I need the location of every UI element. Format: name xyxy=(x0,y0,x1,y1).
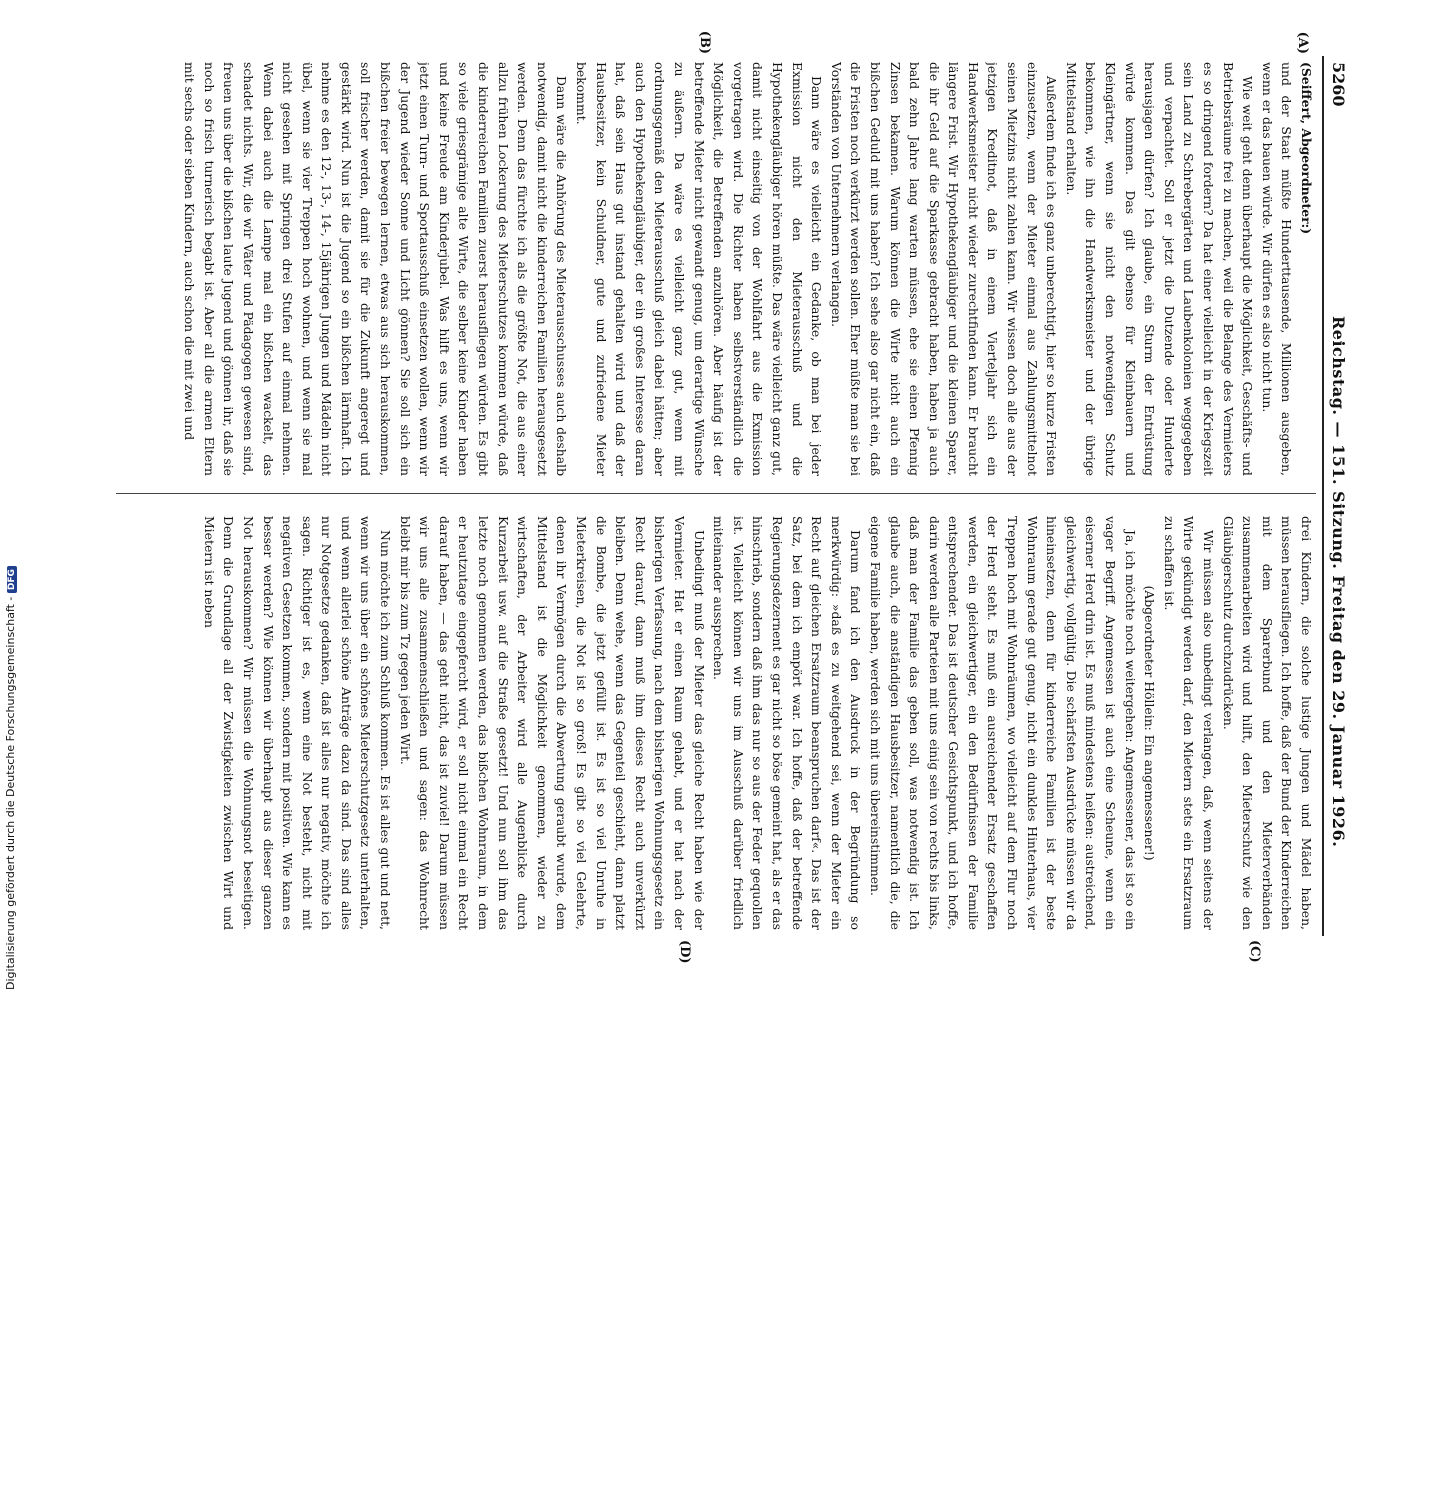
paragraph: und der Staat müßte Hunderttausende, Millionen ausgeben, wenn er das bauen würde. Wir dürfen es also nicht tun. xyxy=(1259,62,1295,476)
paragraph: Ja, ich möchte noch weitergehen: Angemessener, das ist so ein vager Begriff. Angemessen ist auch eine Scheune, wenn ein eiserner Herd drin ist. Es muß mindestens heißen: austreichend, gleichwertig, vollgültig. Die schärfsten Ausdrücke müssen wir da hineinsetzen, denn für kinderreiche Familien ist der beste Wohnraum gerade gut genug, nicht ein dunkles Hinterhaus, vier Treppen hoch mit Wohnräumen, wo vielleicht auf dem Flur noch der Herd steht. Es muß ein ausreichender Ersatz geschaffen werden, ein gleichwertiger, ein den Bedürfnissen der Familie entsprechender. Das ist deutscher Gesichtspunkt, und ich hoffe, darin werden alle Parteien mit uns einig sein von rechts bis links, daß man der Familie das geben soll, was notwendig ist. Ich glaube auch, die anständigen Hausbesitzer, namentlich die, die eigene Familie haben, werden sich mit uns übereinstimmen. xyxy=(867,516,1138,930)
credit-text: Digitalisierung gefördert durch die Deutsche Forschungsgemeinschaft - xyxy=(4,596,17,990)
page-number: 5260 xyxy=(1329,62,1348,107)
paragraph: Wie weit geht denn überhaupt die Möglichkeit, Geschäfts- und Betriebsräume frei zu machen, weil die Belange des Vermieters es so dringend fordern? Da hat einer vielleicht in der Kriegszeit sein Land zu Schrebergärten und Laubenkolonien weggegeben und verpachtet. Soll er jetzt die Dutzende oder Hunderte herausjagen dürfen? Ich glaube, ein Sturm der Entrüstung würde kommen. Das gilt ebenso für Kleinbauern und Kleingärtner, wenn sie nicht den notwendigen Schutz bekommen, wie ihn die Handwerksmeister und der übrige Mittelstand erhalten. xyxy=(1063,62,1256,476)
paragraph: Dann wäre die Anhörung des Mieterausschusses auch deshalb notwendig, damit nicht die kinderreichen Familien herausgesetzt werden. Denn das fürchte ich als die größte Not, die aus einer allzu frühen Lockerung des Mieterschutzes kommen würde, daß die kinderreichen Familien zuerst herausfliegen würden. Es gibt so viele griesgrämige alte Wirte, die selber keine Kinder haben und keine Freude am Kinderjubel. Was hilft es uns, wenn wir jetzt einen Turn- und Sportausschuß einsetzen wollen, wenn wir der Jugend wieder Sonne und Licht gönnen? Sie soll sich ein bißchen freier bewegen lernen, etwas aus sich herauskommen, soll frischer werden, damit sie für die Zukunft angeregt und gestärkt wird. Nun ist die Jugend so ein bißchen lärmhaft. Ich nehme es den 12-, 13-, 14-, 15jährigen Jungen und Mädeln nicht übel, wenn sie vier Treppen hoch wohnen, und wenn sie mal nicht gesehen mit Springen drei Stufen auf einmal nehmen. Wenn dabei auch die Lampe mal ein bißchen wackelt, das schadet nichts. Wir, die wir Väter und Pädagogen gewesen sind, freuen uns über die bißchen laute Jugend und gönnen ihr, daß sie noch so frisch turnerisch begabt ist. Aber all die armen Eltern mit sechs oder sieben Kindern, auch schon die mit zwei und xyxy=(182,62,570,476)
paragraph: Wir müssen also unbedingt verlangen, daß, wenn seitens der Wirte gekündigt werden darf, den Mietern stets ein Ersatzraum zu schaffen ist. xyxy=(1161,516,1217,930)
right-column xyxy=(106,516,1316,930)
page-header xyxy=(1322,56,1352,936)
paragraph: Dann wäre es vielleicht ein Gedanke, ob man bei jeder Exmission nicht den Mieterausschuß und die Hypothekengläubiger hören müßte. Das wäre vielleicht ganz gut, damit nicht einseitig von der Wohlfahrt aus die Exmission vorgetragen wird. Die Richter haben selbstverständlich die Möglichkeit, die Betreffenden anzuhören. Aber häufig ist der betreffende Mieter nicht gewandt genug, um derartige Wünsche zu äußern. Da wäre es vielleicht ganz gut, wenn mit ordnungsgemäß den Mieterausschuß gleich dabei hätten; aber auch den Hypothekengläubiger, der ein großes Interesse daran hat, daß sein Haus gut instand gehalten wird und daß der Hausbesitzer, kein Schuldner, gute und zufriedene Mieter bekommt. xyxy=(574,62,825,476)
page-content xyxy=(92,30,1352,964)
digitization-credit-strip xyxy=(0,0,22,1000)
margin-marker-c: (C) xyxy=(1247,940,1262,963)
paragraph: Außerdem finde ich es ganz unberechtigt, hier so kurze Fristen einzusetzen, wenn der Mieter einmal aus Zahlungsmittelnot seinen Mietzins nicht zahlen kann. Wir wissen doch alle aus der jetzigen Kreditnot, daß in einem Vierteljahr sich ein Handwerksmeister nicht wieder zurechtfinden kann. Er braucht längere Frist. Wir Hypothekengläubiger und die kleinen Sparer, die ihr Geld auf die Sparkasse gebracht haben, haben ja auch bald zehn Jahre lang warten müssen, ehe sie einen Pfennig Zinsen bekamen. Warum können die Wirte nicht auch ein bißchen Geduld mit uns haben? Ich sehe also gar nicht ein, daß die Fristen noch verkürzt werden sollen. Eher müßte man sie bei Vorständen von Unternehmern verlangen. xyxy=(828,62,1060,476)
column-divider xyxy=(116,493,1316,494)
speaker-label: (Seiffert, Abgeordneter:) xyxy=(1299,62,1314,235)
page-title: Reichstag. — 151. Sitzung. Freitag den 29. Januar 1926. xyxy=(1329,316,1348,848)
digitization-credit xyxy=(4,10,18,990)
dfg-logo-icon: DFG xyxy=(7,566,17,593)
scanned-page xyxy=(92,30,1352,1496)
paragraph: Darum fand ich den Ausdruck in der Begründung so merkwürdig: »daß es zu weitgehend sei, wenn der Mieter ein Recht auf gleichen Ersatzraum beanspruchen darf«. Das ist der Satz, bei dem ich empört war. Ich hoffe, daß der betreffende Regierungsdezernent es gar nicht so böse gemeint hat, als er das hinschrieb, sondern daß ihm das nur so aus der Feder gequollen ist. Vielleicht können wir uns im Ausschuß darüber friedlich miteinander aussprechen. xyxy=(711,516,864,930)
paragraph: drei Kindern, die solche lustige Jungen und Mädel haben, müssen herausfliegen. Ich hoffe, daß der Bund der Kinderreichen mit dem Sparerbund und den Mieterverbänden zusammenarbeiten wird und hilft, den Mieterschutz wie den Gläubigerschutz durchzudrücken. xyxy=(1220,516,1314,930)
margin-marker-b: (B) xyxy=(697,30,712,54)
left-column xyxy=(106,62,1316,476)
margin-marker-a: (A) xyxy=(1295,31,1310,54)
paragraph: Nun möchte ich zum Schluß kommen. Es ist alles gut und nett, wenn wir uns über ein schönes Mieterschutzgesetz unterhalten, und wenn allerlei schöne Anträge dazu da sind. Das sind alles nur Notgesetze gedanken, daß ist alles nur negativ, möchte ich sagen. Richtiger ist es, wenn eine Not besteht, nicht mit negativen Gesetzen kommen, sondern mit positiven. Wie kann es besser werden? Wie können wir überhaupt aus dieser ganzen Not herauskommen? Wir müssen die Wohnungsnot beseitigen. Denn die Grundlage all der Zwistigkeiten zwischen Wirt und Mietern ist neben xyxy=(201,516,394,930)
margin-marker-d: (D) xyxy=(677,940,692,964)
interjection: (Abgeordneter Höllein: Ein angemessener!) xyxy=(1142,585,1158,861)
paragraph: Unbedingt muß der Mieter das gleiche Recht haben wie der Vermieter. Hat er einen Raum gehabt, und er hat nach der bisherigen Verfassung, nach dem bisherigen Wohnungsgesetz ein Recht darauf, dann muß ihm dieses Recht auch unverkürzt bleiben. Denn wehe, wenn das Gegenteil geschieht, dann platzt die Bombe, die jetzt gefüllt ist. Es ist so viel Unruhe in Mieterkreisen, die Not ist so groß! Es gibt so viel Gelehrte, denen ihr Vermögen durch die Abwertung geraubt wurde, dem Mittelstand ist die Möglichkeit genommen, wieder zu wirtschaften, der Arbeiter wird alle Augenblicke durch Kurzarbeit usw. auf die Straße gesetzt! Und nun soll ihm das letzte noch genommen werden, das bißchen Wohnraum, in dem er heutzutage eingepfercht wird, er soll nicht einmal ein Recht darauf haben, — das geht nicht, das ist zuviel! Darum müssen wir uns alle zusammenschließen und sagen: das Wohnrecht bleibt mir bis zum Tz gegen jeden Wirt. xyxy=(397,516,707,930)
